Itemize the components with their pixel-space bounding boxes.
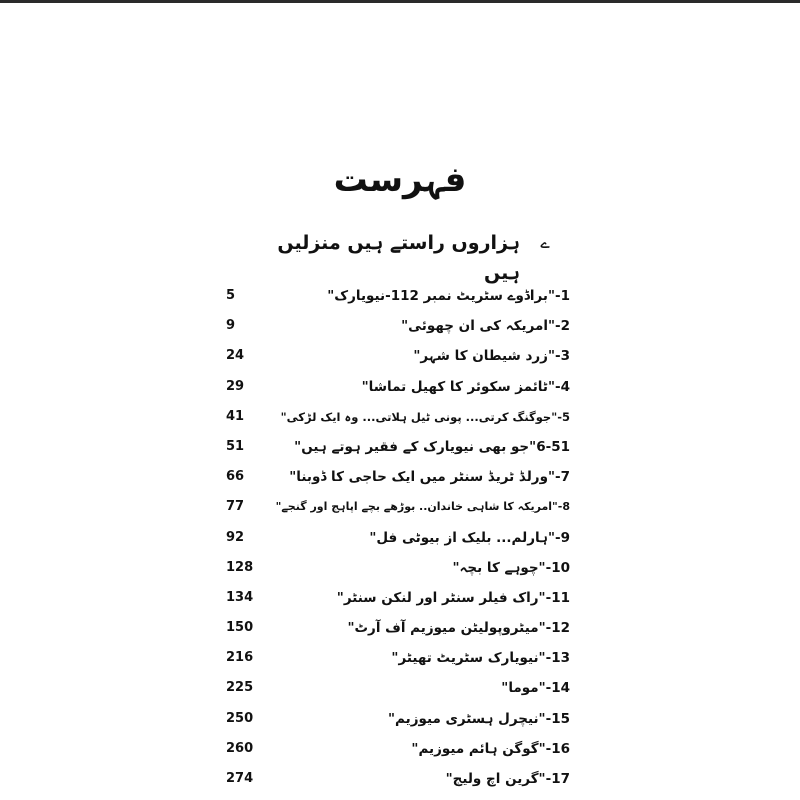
- toc-entry-page-number: 150: [226, 620, 254, 636]
- toc-row: [226, 342, 570, 372]
- toc-entry-title: 13-"نیویارک سٹریٹ تھیٹر": [391, 650, 570, 667]
- toc-entry-page-number: 128: [226, 559, 254, 575]
- toc-entry-page-number: 92: [226, 529, 245, 545]
- toc-entry-page-number: 9: [226, 318, 236, 334]
- toc-entry-title: 4-"ٹائمز سکوئر کا کھیل تماشا": [361, 378, 570, 395]
- toc-row: [226, 373, 570, 403]
- toc-entry-title: 10-"چوہے کا بچہ": [452, 559, 570, 576]
- toc-row: [226, 463, 570, 493]
- toc-row: [226, 584, 570, 614]
- toc-entry-title: 11-"راک فیلر سنٹر اور لنکن سنٹر": [336, 589, 570, 606]
- toc-entry-page-number: 41: [226, 408, 245, 424]
- toc-entry-page-number: 216: [226, 650, 254, 666]
- page-top-edge: [0, 0, 800, 3]
- toc-row: [226, 554, 570, 584]
- toc-entry-page-number: 260: [226, 740, 254, 756]
- toc-entry-page-number: 29: [226, 378, 245, 394]
- toc-row: [226, 765, 570, 795]
- toc-row: [226, 644, 570, 674]
- toc-row: [226, 282, 570, 312]
- toc-row: [226, 312, 570, 342]
- toc-entry-title: 3-"زرد شیطان کا شہر": [413, 348, 570, 365]
- toc-entry-page-number: 51: [226, 438, 245, 454]
- section-subtitle: ہزاروں راستے ہیں منزلیں ہیں: [277, 232, 520, 284]
- toc-entry-page-number: 250: [226, 710, 254, 726]
- toc-entry-title: 6-51"جو بھی نیویارک کے فقیر ہوتے ہیں": [294, 438, 570, 455]
- subtitle-page-marker: ے: [540, 233, 550, 252]
- toc-entry-page-number: 225: [226, 680, 254, 696]
- toc-entry-page-number: 274: [226, 771, 254, 786]
- toc-entry-title: 14-"موما": [501, 680, 570, 697]
- toc-entry-page-number: 77: [226, 499, 245, 515]
- toc-entry-title: 1-"براڈوے سٹریٹ نمبر 112-نیویارک": [327, 288, 570, 304]
- toc-row: [226, 493, 570, 523]
- toc-row: [226, 614, 570, 644]
- toc-entry-title: 7-"ورلڈ ٹریڈ سنٹر میں ایک حاجی کا ڈوبنا": [289, 469, 570, 486]
- toc-row: [226, 735, 570, 765]
- toc-row: [226, 674, 570, 704]
- toc-entry-page-number: 134: [226, 589, 254, 605]
- toc-row: [226, 524, 570, 554]
- toc-entry-page-number: 24: [226, 348, 245, 364]
- toc-entry-title: 5-"جوگنگ کرتی... پونی ٹیل ہلاتی... وہ ایک لڑکی": [280, 409, 570, 424]
- toc-entry-title: 16-"گوگن ہائم میوزیم": [411, 740, 570, 757]
- toc-entry-title: 8-"امریکہ کا شاہی خاندان.. بوڑھے بچے اپاہج اور گنجے": [275, 500, 570, 514]
- toc-row: [226, 403, 570, 433]
- toc-entry-title: 9-"ہارلم... بلیک از بیوٹی فل": [369, 529, 570, 546]
- toc-entry-page-number: 5: [226, 288, 236, 303]
- toc-entry-page-number: 66: [226, 469, 245, 485]
- toc-row: [226, 705, 570, 735]
- table-of-contents: [226, 282, 570, 795]
- page-title: فہرست: [333, 160, 467, 200]
- toc-entry-title: 12-"میٹروپولیٹن میوزیم آف آرٹ": [347, 620, 570, 637]
- toc-entry-title: 15-"نیچرل ہسٹری میوزیم": [388, 710, 570, 727]
- toc-row: [226, 433, 570, 463]
- toc-entry-title: 17-"گرین اچ ولیج": [445, 771, 570, 787]
- toc-entry-title: 2-"امریکہ کی ان چھوئی": [401, 318, 570, 335]
